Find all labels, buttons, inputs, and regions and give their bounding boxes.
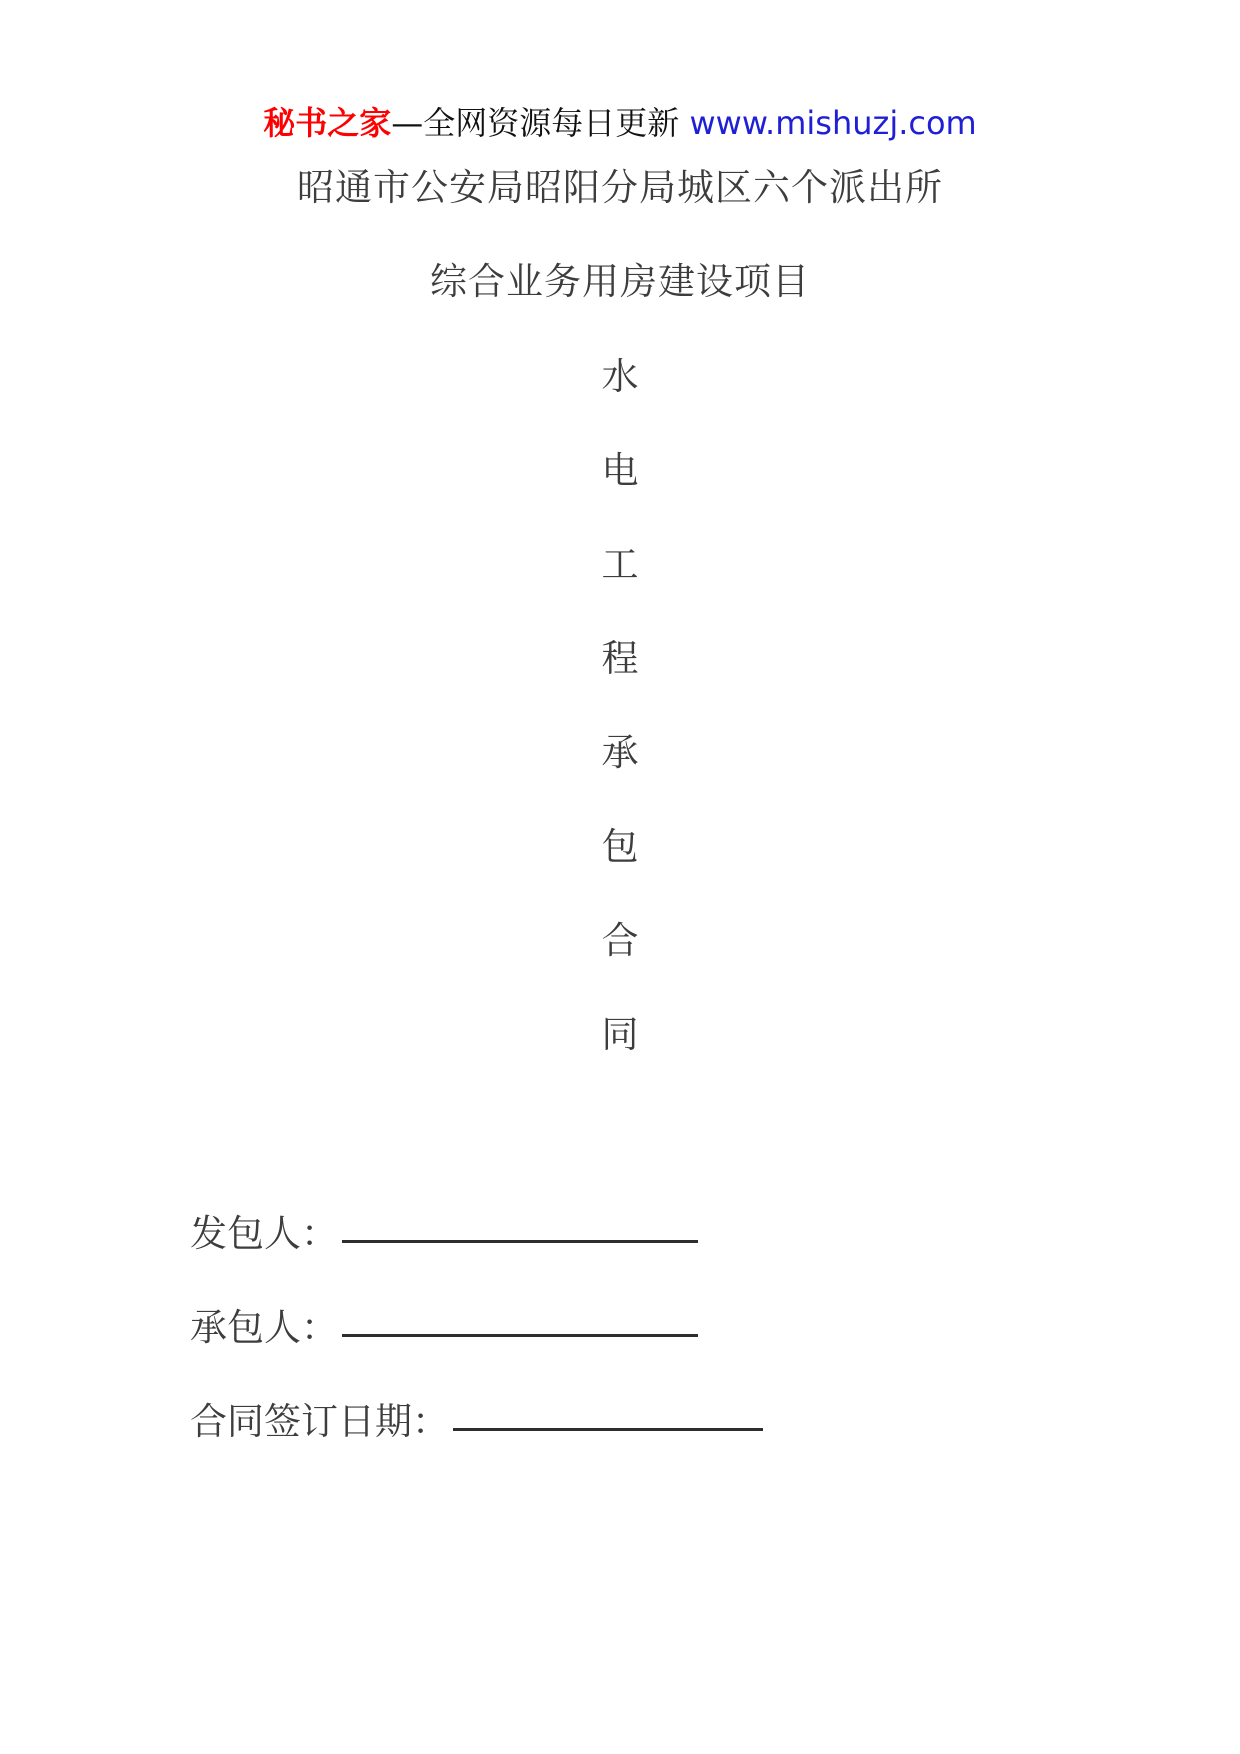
sign-date-row bbox=[190, 1353, 1090, 1447]
sign-date-label: 合同签订日期： bbox=[190, 1400, 449, 1443]
contract-title-char: 水 bbox=[601, 355, 639, 398]
contractor-label: 承包人： bbox=[190, 1306, 338, 1349]
project-title-line-1: 昭通市公安局昭阳分局城区六个派出所 bbox=[297, 166, 943, 209]
employer-label: 发包人： bbox=[190, 1212, 338, 1255]
brand-name: 秘书之家 bbox=[263, 104, 392, 142]
contract-title-char: 合 bbox=[601, 919, 639, 962]
contract-title-char: 程 bbox=[601, 637, 639, 680]
header-tagline: —全网资源每日更新 bbox=[391, 104, 680, 142]
sign-date-blank-line[interactable] bbox=[453, 1427, 763, 1431]
project-title-line-2: 综合业务用房建设项目 bbox=[430, 260, 810, 303]
site-header bbox=[0, 100, 1240, 146]
site-url-link[interactable]: www.mishuzj.com bbox=[689, 104, 977, 142]
contract-title-char: 电 bbox=[601, 449, 639, 492]
employer-row bbox=[190, 1165, 1090, 1259]
employer-blank-line[interactable] bbox=[342, 1239, 698, 1243]
contractor-row bbox=[190, 1259, 1090, 1353]
contract-title-char: 同 bbox=[601, 1013, 639, 1056]
contract-title-char: 承 bbox=[601, 731, 639, 774]
signature-fields bbox=[190, 1165, 1090, 1447]
contract-title-char: 包 bbox=[601, 825, 639, 868]
contractor-blank-line[interactable] bbox=[342, 1333, 698, 1337]
contract-title-vertical bbox=[0, 352, 1240, 1104]
contract-title-char: 工 bbox=[601, 543, 639, 586]
